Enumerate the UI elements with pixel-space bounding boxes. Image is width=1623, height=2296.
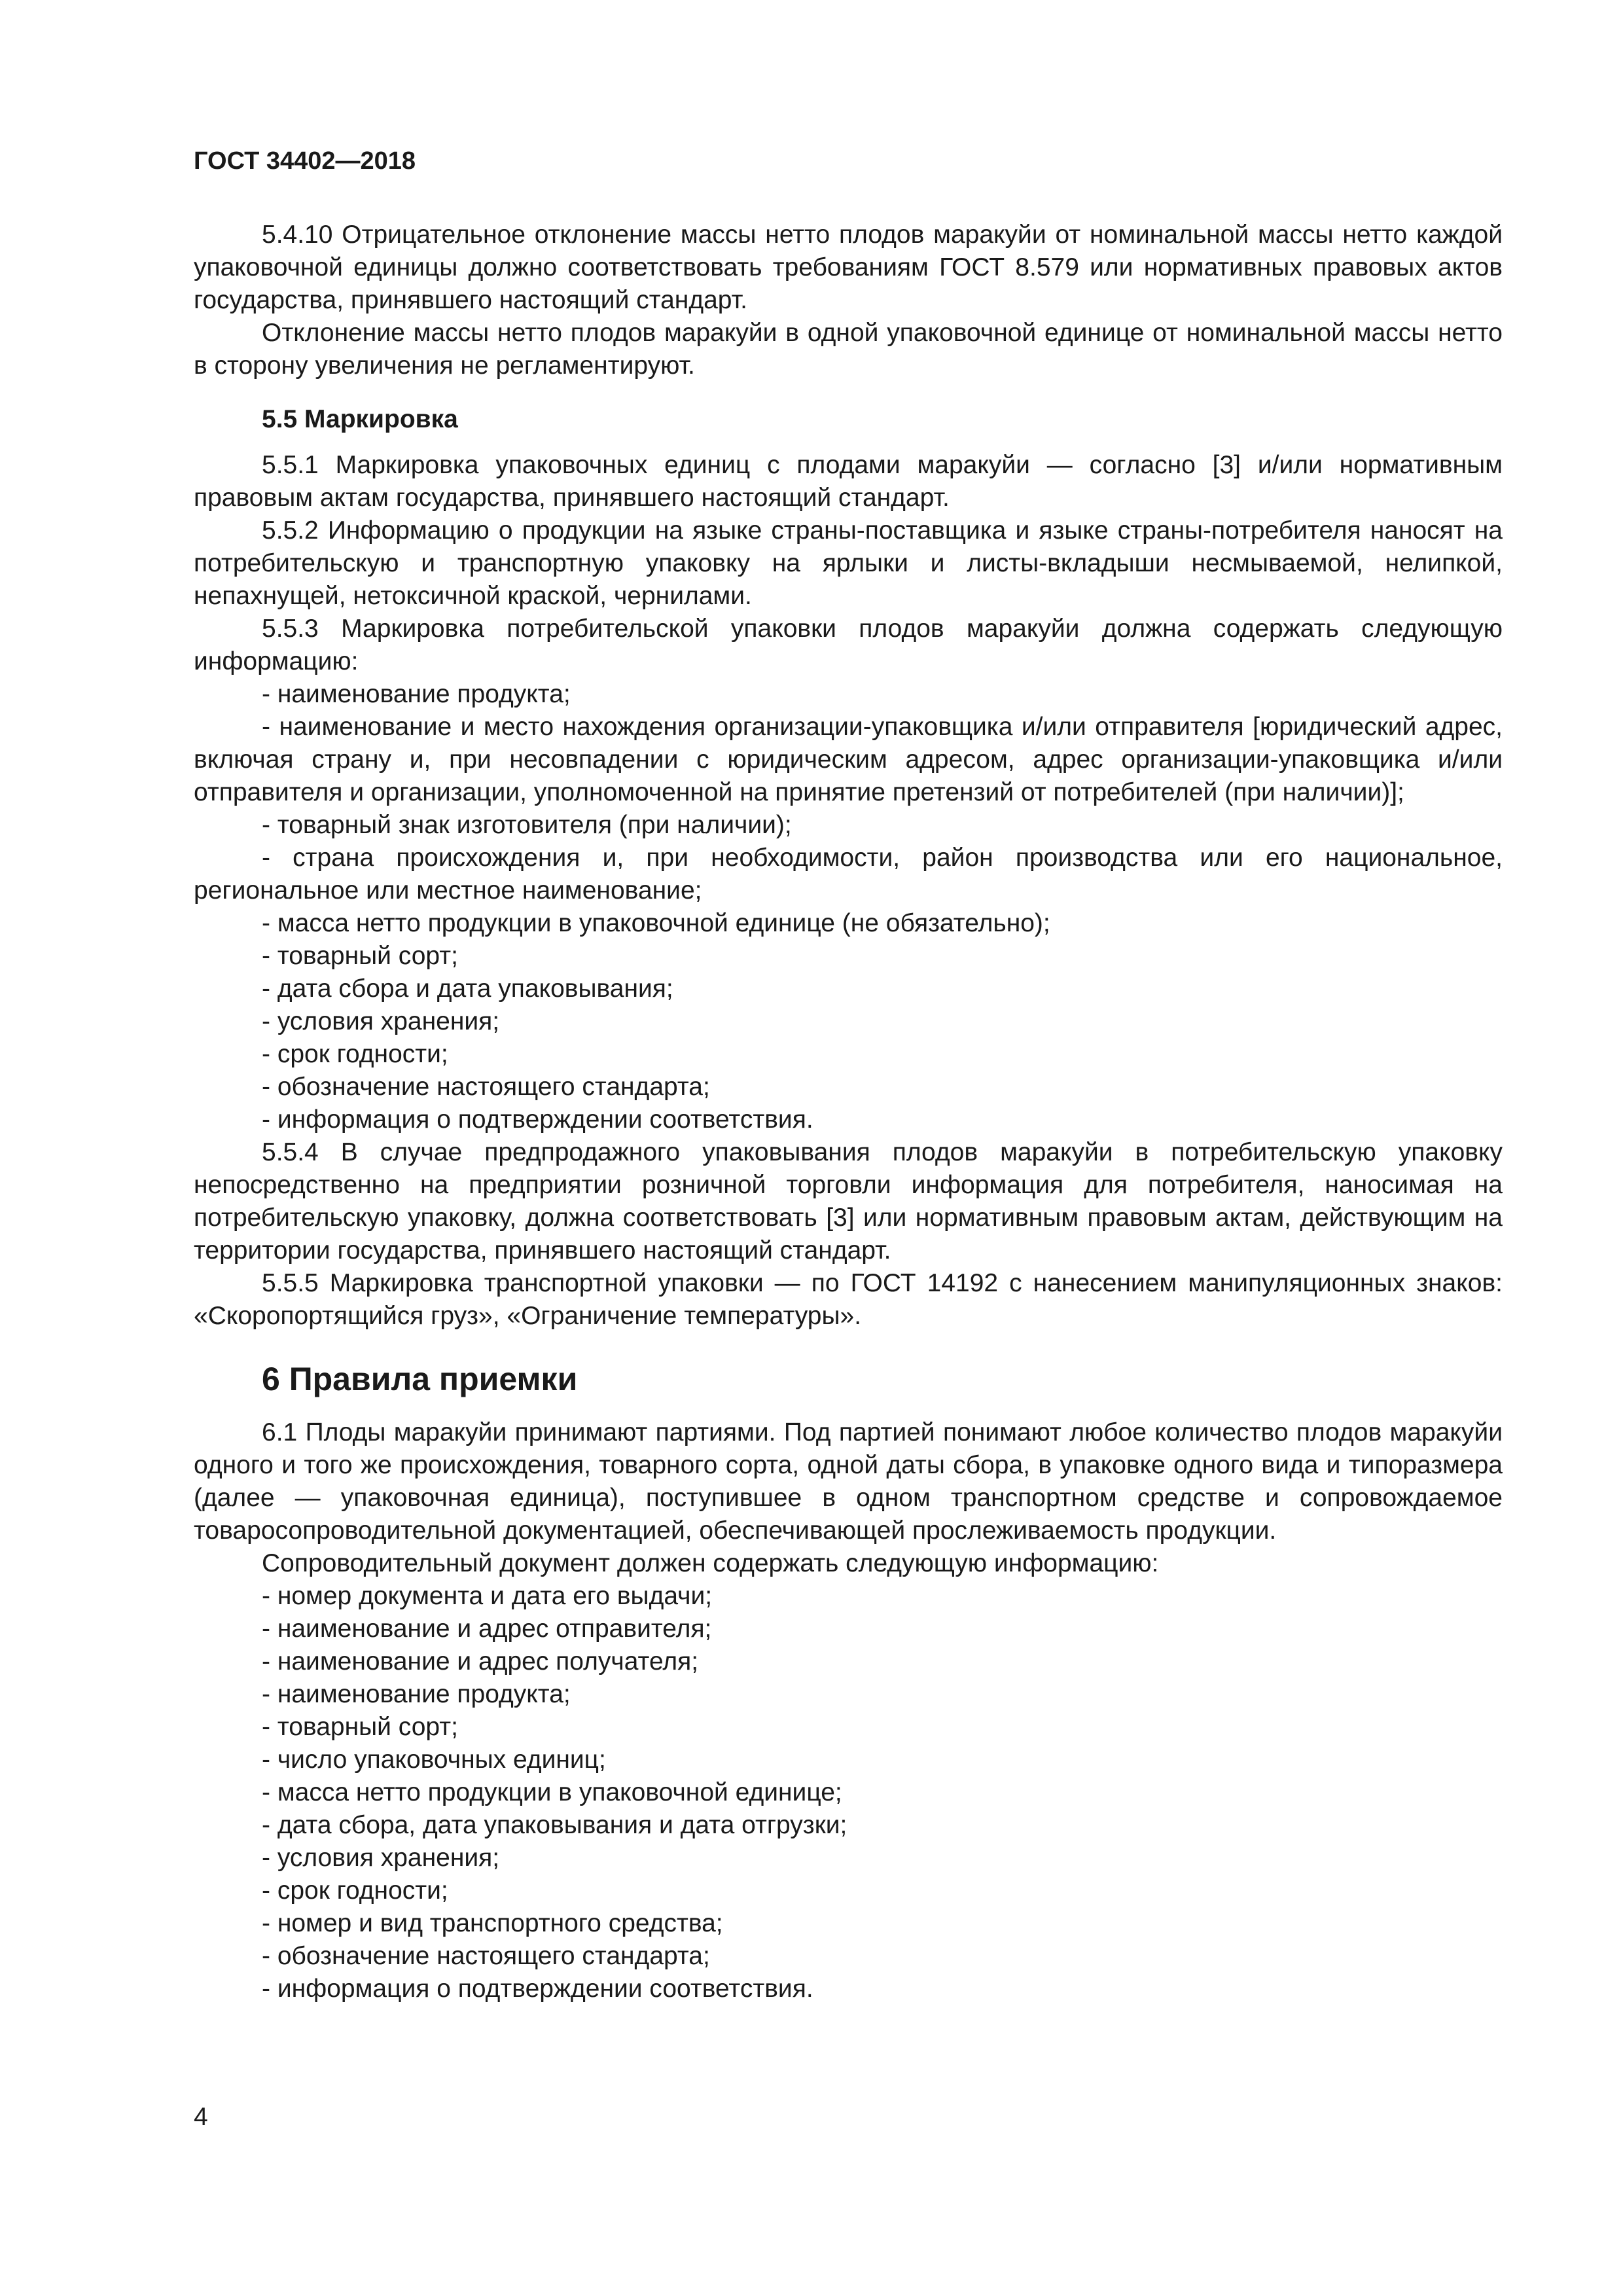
list-item: - наименование и адрес отправителя; — [262, 1615, 712, 1643]
list-item: - дата сбора и дата упаковывания; — [262, 975, 673, 1003]
list-item: - страна происхождения и, при необходимости, район производства или его национальное, региональное или местное наименование; — [194, 844, 1503, 905]
paragraph-5-4-10-continued: Отклонение массы нетто плодов маракуйи в одной упаковочной единице от номинальной массы нетто в сторону увеличения не регламентируют. — [194, 319, 1503, 380]
subsection-title-5-5: 5.5 Маркировка — [262, 405, 458, 433]
list-item: - условия хранения; — [262, 1007, 500, 1035]
document-code: ГОСТ 34402—2018 — [194, 147, 416, 175]
list-item: - наименование и адрес получателя; — [262, 1647, 699, 1676]
list-item: - наименование продукта; — [262, 1680, 571, 1708]
list-item: - номер документа и дата его выдачи; — [262, 1582, 713, 1610]
list-item: - срок годности; — [262, 1040, 448, 1068]
paragraph-5-5-2: 5.5.2 Информацию о продукции на языке страны-поставщика и языке страны-потребителя наносят на потребительскую и транспортную упаковку на ярлыки и листы-вкладыши несмываемой, нелипкой, непахнущей, нетоксичной краской, чернилами. — [194, 516, 1503, 610]
list-item: - товарный сорт; — [262, 1713, 458, 1741]
paragraph-5-4-10: 5.4.10 Отрицательное отклонение массы нетто плодов маракуйи от номинальной массы нетто каждой упаковочной единицы должно соответствовать требованиям ГОСТ 8.579 или нормативных правовых актов государства, принявшего настоящий стандарт. — [194, 221, 1503, 314]
list-item: - обозначение настоящего стандарта; — [262, 1073, 710, 1101]
paragraph-5-5-1: 5.5.1 Маркировка упаковочных единиц с плодами маракуйи — согласно [3] и/или нормативным правовым актам государства, принявшего настоящий стандарт. — [194, 451, 1503, 512]
paragraph-5-5-4: 5.5.4 В случае предпродажного упаковывания плодов маракуйи в потребительскую упаковку непосредственно на предприятии розничной торговли информация для потребителя, наносимая на потребительскую упаковку, должна соответствовать [3] или нормативным правовым актам, действующим на территории государства, принявшего настоящий стандарт. — [194, 1138, 1503, 1265]
list-item: - масса нетто продукции в упаковочной единице; — [262, 1778, 842, 1806]
list-item: - дата сбора, дата упаковывания и дата отгрузки; — [262, 1811, 847, 1839]
list-item: - наименование и место нахождения организации-упаковщика и/или отправителя [юридический адрес, включая страну и, при несовпадении с юридическим адресом, адрес организации-упаковщика и/или отправителя и организации, уполномоченной на принятие претензий от потребителей (при наличии)]; — [194, 713, 1503, 806]
paragraph-5-5-3: 5.5.3 Маркировка потребительской упаковки плодов маракуйи должна содержать следующую информацию: — [194, 615, 1503, 675]
list-accompanying-document — [194, 1580, 1503, 2005]
list-item: - условия хранения; — [262, 1844, 500, 1872]
list-item: - товарный знак изготовителя (при наличии); — [262, 811, 792, 839]
list-item: - информация о подтверждении соответствия. — [262, 1975, 813, 2003]
list-item: - информация о подтверждении соответствия. — [262, 1105, 813, 1134]
section-title-6: 6 Правила приемки — [262, 1361, 578, 1397]
list-item: - число упаковочных единиц; — [262, 1746, 606, 1774]
paragraph-5-5-5: 5.5.5 Маркировка транспортной упаковки — по ГОСТ 14192 с нанесением манипуляционных знаков: «Скоропортящийся груз», «Ограничение температуры». — [194, 1269, 1503, 1330]
list-item: - товарный сорт; — [262, 942, 458, 970]
list-item: - номер и вид транспортного средства; — [262, 1909, 723, 1937]
list-item: - обозначение настоящего стандарта; — [262, 1942, 710, 1970]
list-item: - наименование продукта; — [262, 680, 571, 708]
list-5-5-3 — [194, 678, 1503, 1136]
paragraph-accompanying-document: Сопроводительный документ должен содержать следующую информацию: — [262, 1549, 1159, 1577]
page-number: 4 — [194, 2103, 208, 2131]
document-page — [194, 145, 1503, 2005]
list-item: - масса нетто продукции в упаковочной единице (не обязательно); — [262, 909, 1050, 937]
list-item: - срок годности; — [262, 1876, 448, 1905]
paragraph-6-1: 6.1 Плоды маракуйи принимают партиями. Под партией понимают любое количество плодов маракуйи одного и того же происхождения, товарного сорта, одной даты сбора, в упаковке одного вида и типоразмера (далее — упаковочная единица), поступившее в одном транспортном средстве и сопровождаемое товаросопроводительной документацией, обеспечивающей прослеживаемость продукции. — [194, 1418, 1503, 1545]
